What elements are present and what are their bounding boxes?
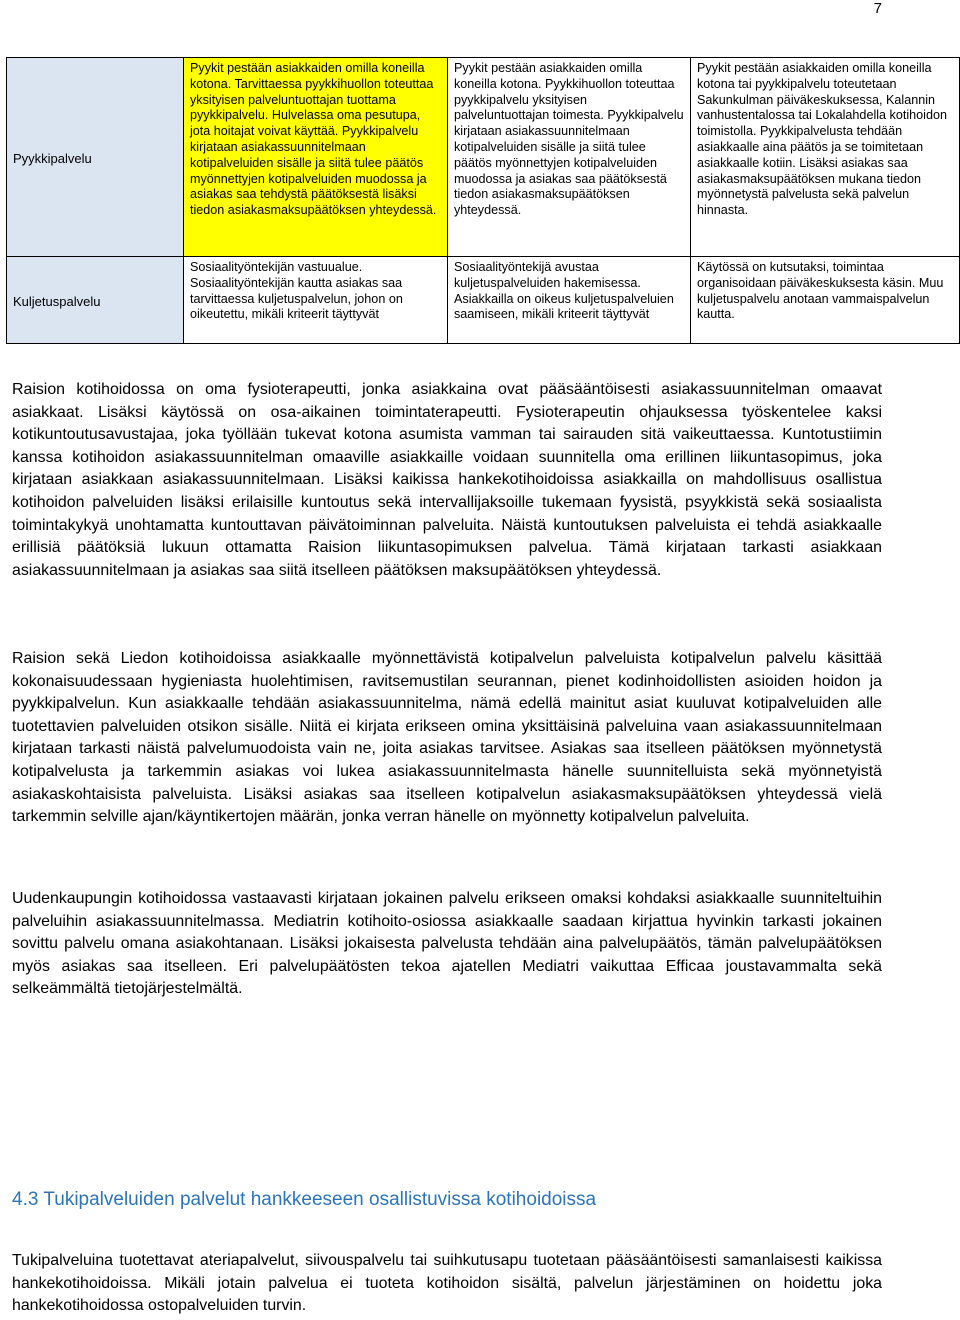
body-paragraph-1 [12, 379, 882, 582]
paragraph: Raision kotihoidossa on oma fysioterapeutti, jonka asiakkaina ovat pääsääntöisesti asiakassuunnitelman omaavat asiakkaat. Lisäksi käytössä on osa-aikainen toimintaterapeutti. Fysioterapeutin ohjauksessa työskentelee kaksi kotikuntoutusavustajaa, joka työllään tukevat kotona asumista vamman tai sairauden sitä vaikeuttaessa. Kuntotustiimin kanssa kotihoidon asiakassuunnitelman omaaville asiakkaille voidaan suunnitella oma erillinen liikuntasopimus, joka kirjataan asiakkaan asiakassuunnitelmaan. Lisäksi kaikissa hankekotihoidoissa asiakkailla on mahdollisuus osallistua kotihoidon palveluiden lisäksi erilaisille kuntoutus sekä intervallijaksoille tukemaan fyysistä, psyykkistä sekä sosiaalista toimintakykyä unohtamatta kuntouttavan päivätoiminnan palveluita. Näistä kuntoutuksen palveluista ei tehdä asiakkaalle erillisiä päätöksiä lukuun ottamatta Raision liikuntasopimuksen palvelua. Tämä kirjataan tarkasti asiakkaan asiakassuunnitelmaan ja asiakas saa siitä itselleen päätöksen maksupäätöksen yhteydessä. [12, 381, 882, 579]
paragraph: Uudenkaupungin kotihoidossa vastaavasti kirjataan jokainen palvelu erikseen omaksi kohdaksi asiakkaalle suunniteltuihin palveluihin asiakassuunnitelmassa. Mediatrin kotihoito-osiossa asiakkaalle saadaan kirjattua hyvinkin tarkasti jokainen sovittu palvelu omana asiakohtanaan. Lisäksi jokaisesta palvelusta tehdään aina palvelupäätös, tämän palvelupäätöksen myös asiakas saa itselleen. Eri palvelupäätösten tekoa ajatellen Mediatri vaikuttaa Efficaa joustavammalta sekä selkeämmältä tietojärjestelmältä. [12, 890, 882, 998]
body-paragraph-2 [12, 648, 882, 829]
table-row [7, 58, 960, 257]
table-cell: Pyykit pestään asiakkaiden omilla koneilla kotona tai pyykkipalvelu toteutetaan Sakunkulman päiväkeskuksessa, Kalannin vanhustentalossa tai Lokalahdella kotihoidon toimistolla. Pyykkipalvelusta tehdään asiakkaalle aina päätös ja se toimitetaan asiakkaalle kotiin. Lisäksi asiakas saa asiakasmaksupäätöksen mukana tiedon myönnetystä palvelusta sekä palvelun hinnasta. [691, 58, 960, 257]
table-cell: Sosiaalityöntekijä avustaa kuljetuspalveluiden hakemisessa. Asiakkailla on oikeus kuljetuspalveluien saamiseen, mikäli kriteerit täyttyvät [448, 257, 691, 344]
section-heading: 4.3 Tukipalveluiden palvelut hankkeeseen osallistuvissa kotihoidoissa [12, 1189, 597, 1210]
paragraph: Tukipalveluina tuotettavat ateriapalvelut, siivouspalvelu tai suihkutusapu tuotetaan pääsääntöisesti samanlaisesti kaikissa hankekotihoidoissa. Mikäli jotain palvelua ei tuoteta kotihoidon sisältä, palvelun järjestäminen on hoidettu joka hankekotihoidossa ostopalveluiden turvin. [12, 1252, 882, 1315]
services-table [6, 57, 959, 344]
table-cell: Sosiaalityöntekijän vastuualue. Sosiaalityöntekijän kautta asiakas saa tarvittaessa kuljetuspalvelun, johon on oikeutettu, mikäli kriteerit täyttyvät [184, 257, 448, 344]
body-paragraph-3 [12, 888, 882, 1001]
table-cell: Käytössä on kutsutaksi, toimintaa organisoidaan päiväkeskuksesta käsin. Muu kuljetuspalvelu anotaan vammaispalvelun kautta. [691, 257, 960, 344]
row-label-kuljetuspalvelu: Kuljetuspalvelu [7, 257, 184, 344]
paragraph: Raision sekä Liedon kotihoidoissa asiakkaalle myönnettävistä kotipalvelun palveluista kotipalvelun palvelu käsittää kokonaisuudessaan hygieniasta huolehtimisen, ravitsemustilan seurannan, pienet kodinhoidollisten asioiden hoidon ja pyykkipalvelun. Kun asiakkaalle tehdään asiakassuunnitelma, nämä edellä mainitut asiat kuuluvat kotipalveluiden alle tuotettavien palveluiden otsikon sisälle. Niitä ei kirjata erikseen omina yksittäisinä palveluina vaan asiakassuunnitelmaan kirjataan tarkasti näistä palvelumuodoista vain ne, joita asiakas tarvitsee. Asiakas saa itselleen päätöksen myönnetystä kotipalvelusta ja tarkemmin asiakas voi lukea asiakassuunnitelmasta hänelle suunnitelluista sekä myönnetyistä asiakaskohtaisista palveluista. Lisäksi asiakas saa itselleen kotipalvelun asiakasmaksupäätöksen yhteydessä vielä tarkemmin selville ajan/käyntikertojen määrän, jonka verran hänelle on myönnetty kotipalvelun palveluita. [12, 650, 882, 826]
table-row [7, 257, 960, 344]
page-number: 7 [873, 0, 882, 17]
table-cell: Pyykit pestään asiakkaiden omilla koneilla kotona. Pyykkihuollon toteuttaa pyykkipalvelu yksityisen palveluntuottajan toimesta. Pyykkipalvelu kirjataan asiakassuunnitelmaan kotipalveluiden sisälle ja siitä tulee päätös myönnettyjen kotipalveluiden muodossa ja asiakas saa päätöksestä tiedon asiakasmaksupäätöksen yhteydessä. [448, 58, 691, 257]
row-label-pyykkipalvelu: Pyykkipalvelu [7, 58, 184, 257]
body-paragraph-4 [12, 1250, 882, 1318]
table-cell: Pyykit pestään asiakkaiden omilla koneilla kotona. Tarvittaessa pyykkihuollon toteuttaa yksityisen palveluntuottajan tuottama pyykkipalvelu. Hulvelassa oma pesutupa, jota hoitajat voivat käyttää. Pyykkipalvelu kirjataan asiakassuunnitelmaan kotipalveluiden sisälle ja siitä tulee päätös myönnettyjen kotipalveluiden muodossa ja asiakas saa tehdystä päätöksestä lisäksi tiedon asiakasmaksupäätöksen yhteydessä. [184, 58, 448, 257]
